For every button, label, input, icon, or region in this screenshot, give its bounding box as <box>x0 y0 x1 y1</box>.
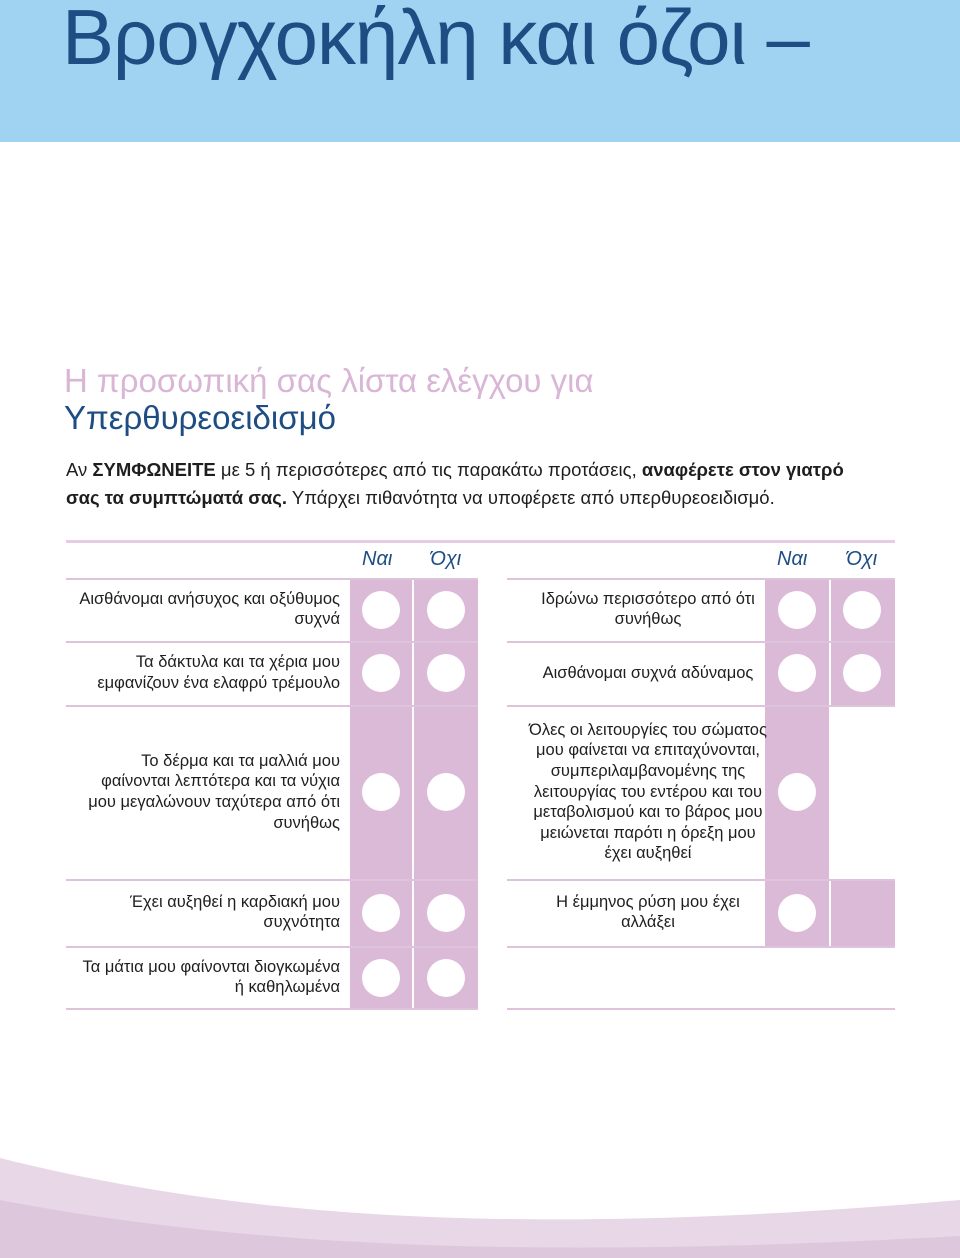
left-item-5-no[interactable] <box>427 959 465 997</box>
intro-part1: Αν <box>66 459 93 480</box>
empty-cell-no-right <box>831 705 895 879</box>
left-item-3-no[interactable] <box>427 773 465 811</box>
table-gap <box>478 578 507 1010</box>
right-item-2-no[interactable] <box>843 654 881 692</box>
intro-bold-report: αναφέρετε στον γιατρό σας τα συμπτώματά σας. <box>66 459 844 508</box>
header-no-left: Όχι <box>430 548 462 570</box>
decorative-wave <box>0 1140 960 1258</box>
right-item-3-yes[interactable] <box>778 773 816 811</box>
right-item-1: Ιδρώνω περισσότερο από ότι συνήθως <box>541 589 755 629</box>
intro-bold-agree: ΣΥΜΦΩΝΕΙΤΕ <box>92 459 216 480</box>
right-item-1-yes[interactable] <box>778 591 816 629</box>
left-item-5: Τα μάτια μου φαίνονται διογκωμένα ή καθηλωμένα <box>82 957 340 997</box>
intro-part2: με 5 ή περισσότερες από τις παρακάτω προτάσεις, <box>215 459 642 480</box>
checklist-title-line2: Υπερθυρεοειδισμό <box>64 399 336 436</box>
left-item-1: Αισθάνομαι ανήσυχος και οξύθυμος συχνά <box>79 589 340 629</box>
left-item-4-yes[interactable] <box>362 894 400 932</box>
checklist-title-line1: Η προσωπική σας λίστα ελέγχου για <box>64 362 594 399</box>
empty-cell-right <box>765 946 895 1010</box>
header-yes-left: Ναι <box>362 548 393 570</box>
left-item-4: Έχει αυξηθεί η καρδιακή μου συχνότητα <box>130 892 340 932</box>
header-no-right: Όχι <box>846 548 878 570</box>
left-item-2-yes[interactable] <box>362 654 400 692</box>
left-item-3-yes[interactable] <box>362 773 400 811</box>
page-title: Βρογχοκήλη και όζοι – <box>62 0 809 81</box>
right-item-1-no[interactable] <box>843 591 881 629</box>
header-yes-right: Ναι <box>777 548 808 570</box>
left-item-5-yes[interactable] <box>362 959 400 997</box>
no-column-right-row4 <box>831 879 895 946</box>
top-rule <box>66 540 895 543</box>
left-item-1-yes[interactable] <box>362 591 400 629</box>
right-item-4: Η έμμηνος ρύση μου έχει αλλάξει <box>556 892 740 932</box>
intro-part3: Υπάρχει πιθανότητα να υποφέρετε από υπερθυρεοειδισμό. <box>287 487 775 508</box>
right-item-2-yes[interactable] <box>778 654 816 692</box>
left-item-2: Τα δάκτυλα και τα χέρια μου εμφανίζουν ένα ελαφρύ τρέμουλο <box>97 653 340 692</box>
empty-label-right <box>507 946 765 1010</box>
left-item-2-no[interactable] <box>427 654 465 692</box>
right-item-4-yes[interactable] <box>778 894 816 932</box>
left-item-3: Το δέρμα και τα μαλλιά μου φαίνονται λεπτότερα και τα νύχια μου μεγαλώνουν ταχύτερα από ότι συνήθως <box>88 751 340 832</box>
left-item-4-no[interactable] <box>427 894 465 932</box>
right-item-2: Αισθάνομαι συχνά αδύναμος <box>542 663 754 682</box>
left-item-1-no[interactable] <box>427 591 465 629</box>
right-item-3: Όλες οι λειτουργίες του σώματος μου φαίνεται να επιταχύνονται, συμπεριλαμβανομένης της λειτουργίας του εντέρου και του μεταβολισμού και το βάρος μου μειώνεται παρότι η όρεξη μου έχει αυξηθεί <box>529 720 767 863</box>
